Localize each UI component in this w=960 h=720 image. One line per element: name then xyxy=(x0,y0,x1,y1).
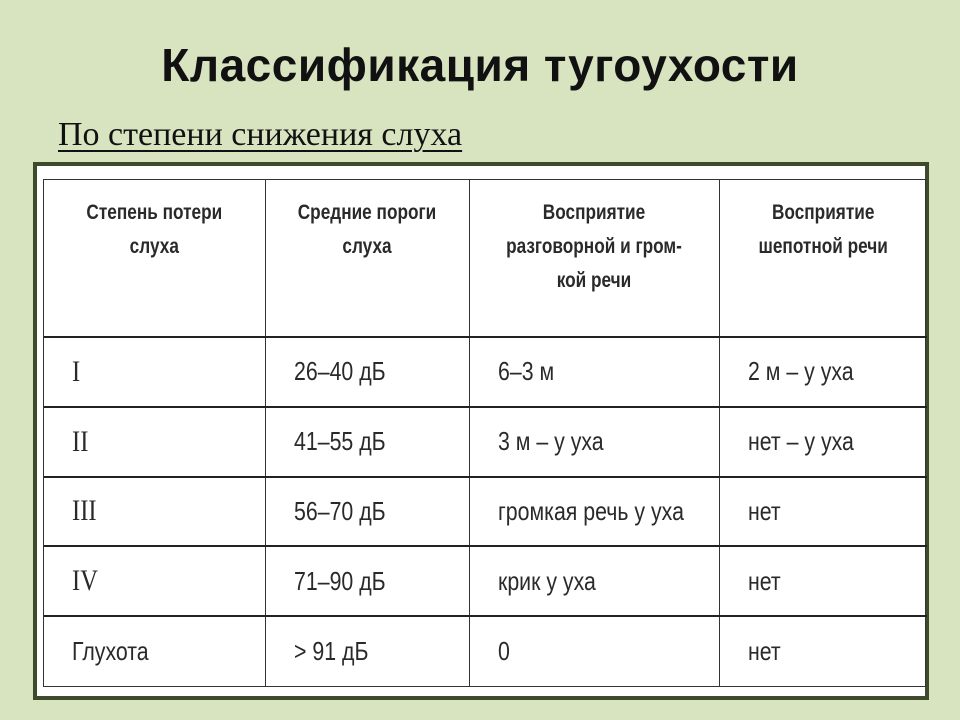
hearing-loss-table xyxy=(44,180,927,686)
table-row xyxy=(44,546,927,616)
cell-threshold-text: 26–40 дБ xyxy=(293,356,386,387)
cell-whisper xyxy=(719,337,927,407)
cell-speech xyxy=(469,546,719,616)
header-cell-speech: Восприятие разговорной и гром-кой речи xyxy=(492,180,697,337)
cell-threshold-text: 41–55 дБ xyxy=(293,426,386,457)
cell-threshold xyxy=(265,337,469,407)
cell-threshold xyxy=(265,477,469,547)
cell-speech-text: 6–3 м xyxy=(497,356,554,387)
cell-threshold xyxy=(265,407,469,477)
cell-degree xyxy=(44,407,265,477)
cell-degree xyxy=(44,546,265,616)
cell-degree-text: III xyxy=(72,494,97,528)
table-container xyxy=(43,179,926,687)
header-cell-threshold: Средние пороги слуха xyxy=(283,180,450,337)
cell-threshold xyxy=(265,546,469,616)
cell-speech-text: 3 м – у уха xyxy=(497,426,604,457)
cell-speech xyxy=(469,407,719,477)
table-row xyxy=(44,477,927,547)
header-cell-whisper: Восприятие шепотной речи xyxy=(738,180,909,337)
cell-threshold-text: 71–90 дБ xyxy=(293,565,386,596)
cell-whisper-text: нет xyxy=(747,636,781,667)
cell-threshold-text: 56–70 дБ xyxy=(293,495,386,526)
cell-degree-text: Глухота xyxy=(72,636,149,667)
cell-degree xyxy=(44,477,265,547)
slide-subtitle: По степени снижения слуха xyxy=(58,116,463,153)
cell-whisper xyxy=(719,616,927,686)
cell-whisper xyxy=(719,407,927,477)
cell-degree-text: I xyxy=(72,354,81,388)
cell-degree xyxy=(44,337,265,407)
table-header-row xyxy=(44,180,927,337)
cell-speech-text: 0 xyxy=(497,636,510,667)
cell-speech xyxy=(469,616,719,686)
cell-whisper xyxy=(719,477,927,547)
table-row xyxy=(44,407,927,477)
cell-degree-text: II xyxy=(72,424,89,458)
table-row xyxy=(44,616,927,686)
slide-title: Классификация тугоухости xyxy=(161,39,799,91)
cell-degree xyxy=(44,616,265,686)
header-cell-degree: Степень потери слуха xyxy=(64,180,245,337)
cell-whisper xyxy=(719,546,927,616)
cell-whisper-text: нет xyxy=(747,495,781,526)
cell-speech xyxy=(469,337,719,407)
cell-degree-text: IV xyxy=(72,564,98,598)
cell-whisper-text: нет xyxy=(747,565,781,596)
cell-threshold xyxy=(265,616,469,686)
cell-whisper-text: нет – у уха xyxy=(747,426,854,457)
cell-threshold-text: > 91 дБ xyxy=(293,636,368,667)
table-row xyxy=(44,337,927,407)
cell-speech xyxy=(469,477,719,547)
cell-speech-text: крик у уха xyxy=(497,565,596,596)
cell-whisper-text: 2 м – у уха xyxy=(747,356,854,387)
cell-speech-text: громкая речь у уха xyxy=(497,495,684,526)
table-frame xyxy=(33,162,929,700)
